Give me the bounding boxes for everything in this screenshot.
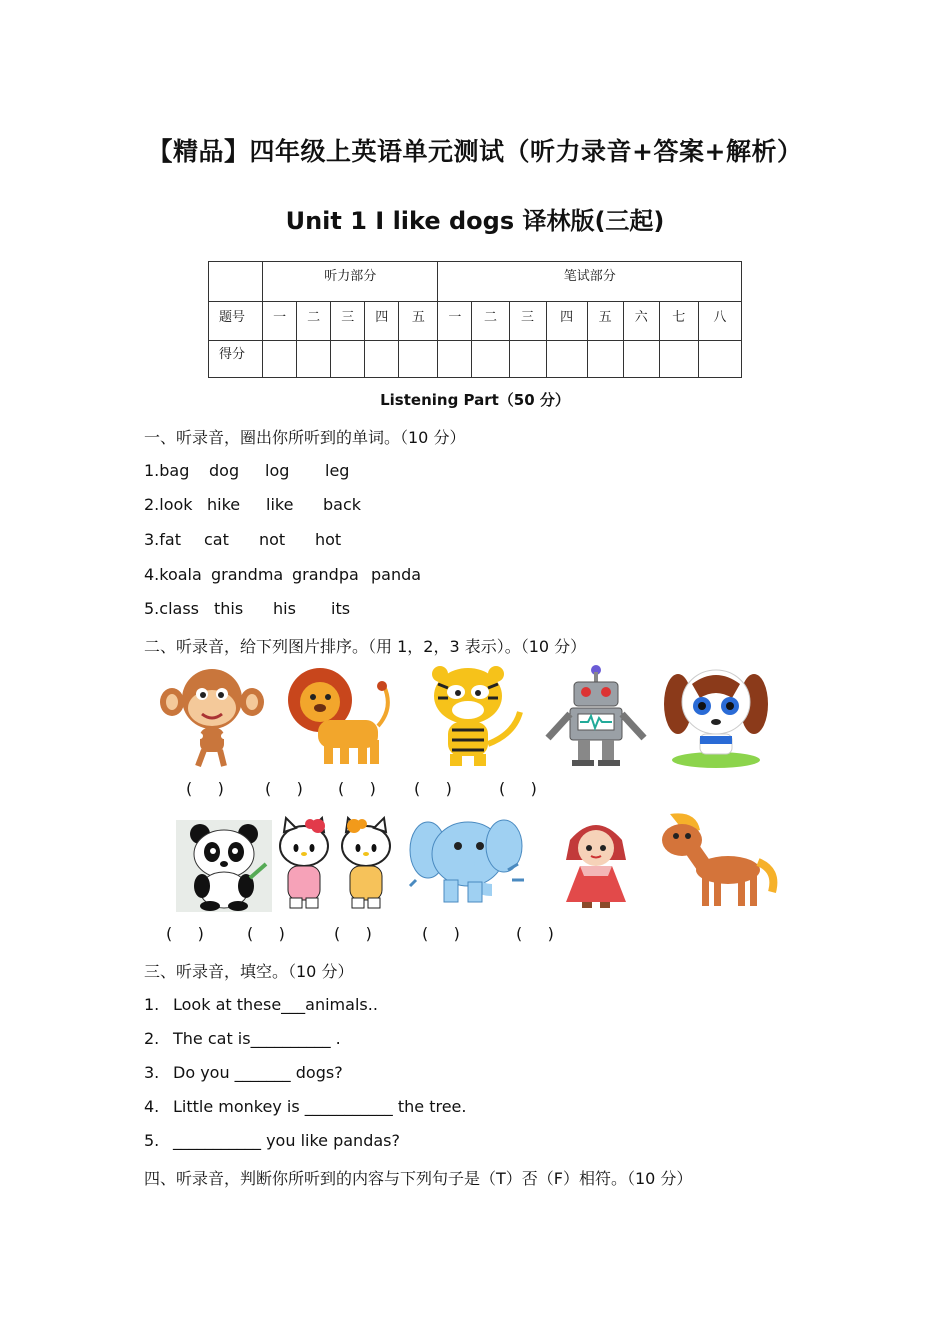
listening-header: 听力部分 bbox=[263, 262, 438, 302]
fill-item bbox=[144, 1063, 343, 1082]
option-word[interactable]: log bbox=[265, 461, 290, 480]
option-word[interactable]: back bbox=[323, 495, 362, 514]
option-word[interactable]: hike bbox=[207, 495, 241, 514]
table-corner bbox=[209, 262, 263, 302]
answer-blank[interactable]: ( ) bbox=[334, 924, 372, 943]
lion-picture bbox=[278, 664, 400, 768]
option-word[interactable]: this bbox=[214, 599, 244, 618]
question-number: 四 bbox=[365, 302, 399, 341]
item-text: The cat is__________ . bbox=[173, 1029, 341, 1048]
option-word[interactable]: dog bbox=[209, 461, 240, 480]
monkey-picture bbox=[152, 664, 274, 768]
document-title: 【精品】四年级上英语单元测试（听力录音+答案+解析） bbox=[147, 137, 803, 166]
answer-blank[interactable]: ( ) bbox=[186, 779, 224, 798]
item-number-word: 4.koala bbox=[144, 565, 202, 584]
part3-heading: 三、听录音，填空。（10 分） bbox=[144, 962, 354, 981]
item-number-word: 5.class bbox=[144, 599, 199, 618]
panda-picture bbox=[176, 820, 272, 912]
score-cell[interactable] bbox=[659, 341, 698, 378]
section-title: Listening Part（50 分） bbox=[380, 391, 570, 409]
question-number: 七 bbox=[659, 302, 698, 341]
answer-blank[interactable]: ( ) bbox=[516, 924, 554, 943]
item-text: ___________ you like pandas? bbox=[173, 1131, 400, 1150]
score-cell[interactable] bbox=[297, 341, 331, 378]
question-number: 一 bbox=[438, 302, 472, 341]
score-label: 得分 bbox=[209, 341, 263, 378]
score-cell[interactable] bbox=[472, 341, 509, 378]
question-number: 一 bbox=[263, 302, 297, 341]
option-word[interactable]: like bbox=[266, 495, 294, 514]
fill-item bbox=[144, 1131, 400, 1150]
hello-kitty-picture bbox=[274, 812, 398, 912]
option-word[interactable]: not bbox=[259, 530, 286, 549]
question-number: 五 bbox=[399, 302, 438, 341]
dog-picture bbox=[662, 664, 770, 768]
item-number: 2. bbox=[144, 1029, 160, 1048]
option-word[interactable]: hot bbox=[315, 530, 342, 549]
fill-item bbox=[144, 1029, 341, 1048]
option-word[interactable]: grandma bbox=[211, 565, 284, 584]
question-number: 四 bbox=[546, 302, 587, 341]
answer-blank[interactable]: ( ) bbox=[499, 779, 537, 798]
answer-blank[interactable]: ( ) bbox=[422, 924, 460, 943]
option-word[interactable]: panda bbox=[371, 565, 422, 584]
tiger-picture bbox=[404, 664, 528, 768]
option-word[interactable]: his bbox=[273, 599, 296, 618]
question-number: 三 bbox=[331, 302, 365, 341]
option-word[interactable]: leg bbox=[325, 461, 350, 480]
part1-heading: 一、听录音，圈出你所听到的单词。（10 分） bbox=[144, 428, 466, 447]
score-cell[interactable] bbox=[438, 341, 472, 378]
answer-blank[interactable]: ( ) bbox=[414, 779, 452, 798]
doll-picture bbox=[536, 810, 654, 910]
elephant-picture bbox=[408, 810, 532, 910]
question-number: 二 bbox=[297, 302, 331, 341]
answer-blank[interactable]: ( ) bbox=[338, 779, 376, 798]
score-cell[interactable] bbox=[623, 341, 659, 378]
question-number-label: 题号 bbox=[209, 302, 263, 341]
robot-picture bbox=[534, 664, 658, 768]
option-word[interactable]: grandpa bbox=[292, 565, 359, 584]
item-number: 5. bbox=[144, 1131, 160, 1150]
score-cell[interactable] bbox=[546, 341, 587, 378]
answer-blank[interactable]: ( ) bbox=[247, 924, 285, 943]
score-table bbox=[208, 261, 742, 378]
part4-heading: 四、听录音，判断你所听到的内容与下列句子是（T）否（F）相符。（10 分） bbox=[144, 1169, 693, 1188]
item-number: 3. bbox=[144, 1063, 160, 1082]
score-cell[interactable] bbox=[331, 341, 365, 378]
fill-item bbox=[144, 995, 378, 1014]
score-cell[interactable] bbox=[587, 341, 623, 378]
item-number: 1. bbox=[144, 995, 160, 1014]
question-number: 八 bbox=[698, 302, 741, 341]
part2-heading: 二、听录音，给下列图片排序。（用 1，2，3 表示）。（10 分） bbox=[144, 637, 587, 656]
answer-blank[interactable]: ( ) bbox=[166, 924, 204, 943]
item-number: 4. bbox=[144, 1097, 160, 1116]
document-subtitle: Unit 1 I like dogs 译林版(三起) bbox=[285, 207, 665, 235]
item-number-word: 1.bag bbox=[144, 461, 190, 480]
score-cell[interactable] bbox=[509, 341, 546, 378]
item-text: Do you _______ dogs? bbox=[173, 1063, 343, 1082]
item-number-word: 3.fat bbox=[144, 530, 181, 549]
question-number: 六 bbox=[623, 302, 659, 341]
score-cell[interactable] bbox=[365, 341, 399, 378]
item-number-word: 2.look bbox=[144, 495, 193, 514]
question-number: 五 bbox=[587, 302, 623, 341]
item-text: Little monkey is ___________ the tree. bbox=[173, 1097, 467, 1116]
option-word[interactable]: its bbox=[331, 599, 351, 618]
item-text: Look at these___animals.. bbox=[173, 995, 378, 1014]
score-cell[interactable] bbox=[698, 341, 741, 378]
question-number: 二 bbox=[472, 302, 509, 341]
writing-header: 笔试部分 bbox=[438, 262, 742, 302]
score-cell[interactable] bbox=[399, 341, 438, 378]
fill-item bbox=[144, 1097, 467, 1116]
question-number: 三 bbox=[509, 302, 546, 341]
horse-picture bbox=[656, 810, 778, 912]
score-cell[interactable] bbox=[263, 341, 297, 378]
answer-blank[interactable]: ( ) bbox=[265, 779, 303, 798]
option-word[interactable]: cat bbox=[204, 530, 229, 549]
